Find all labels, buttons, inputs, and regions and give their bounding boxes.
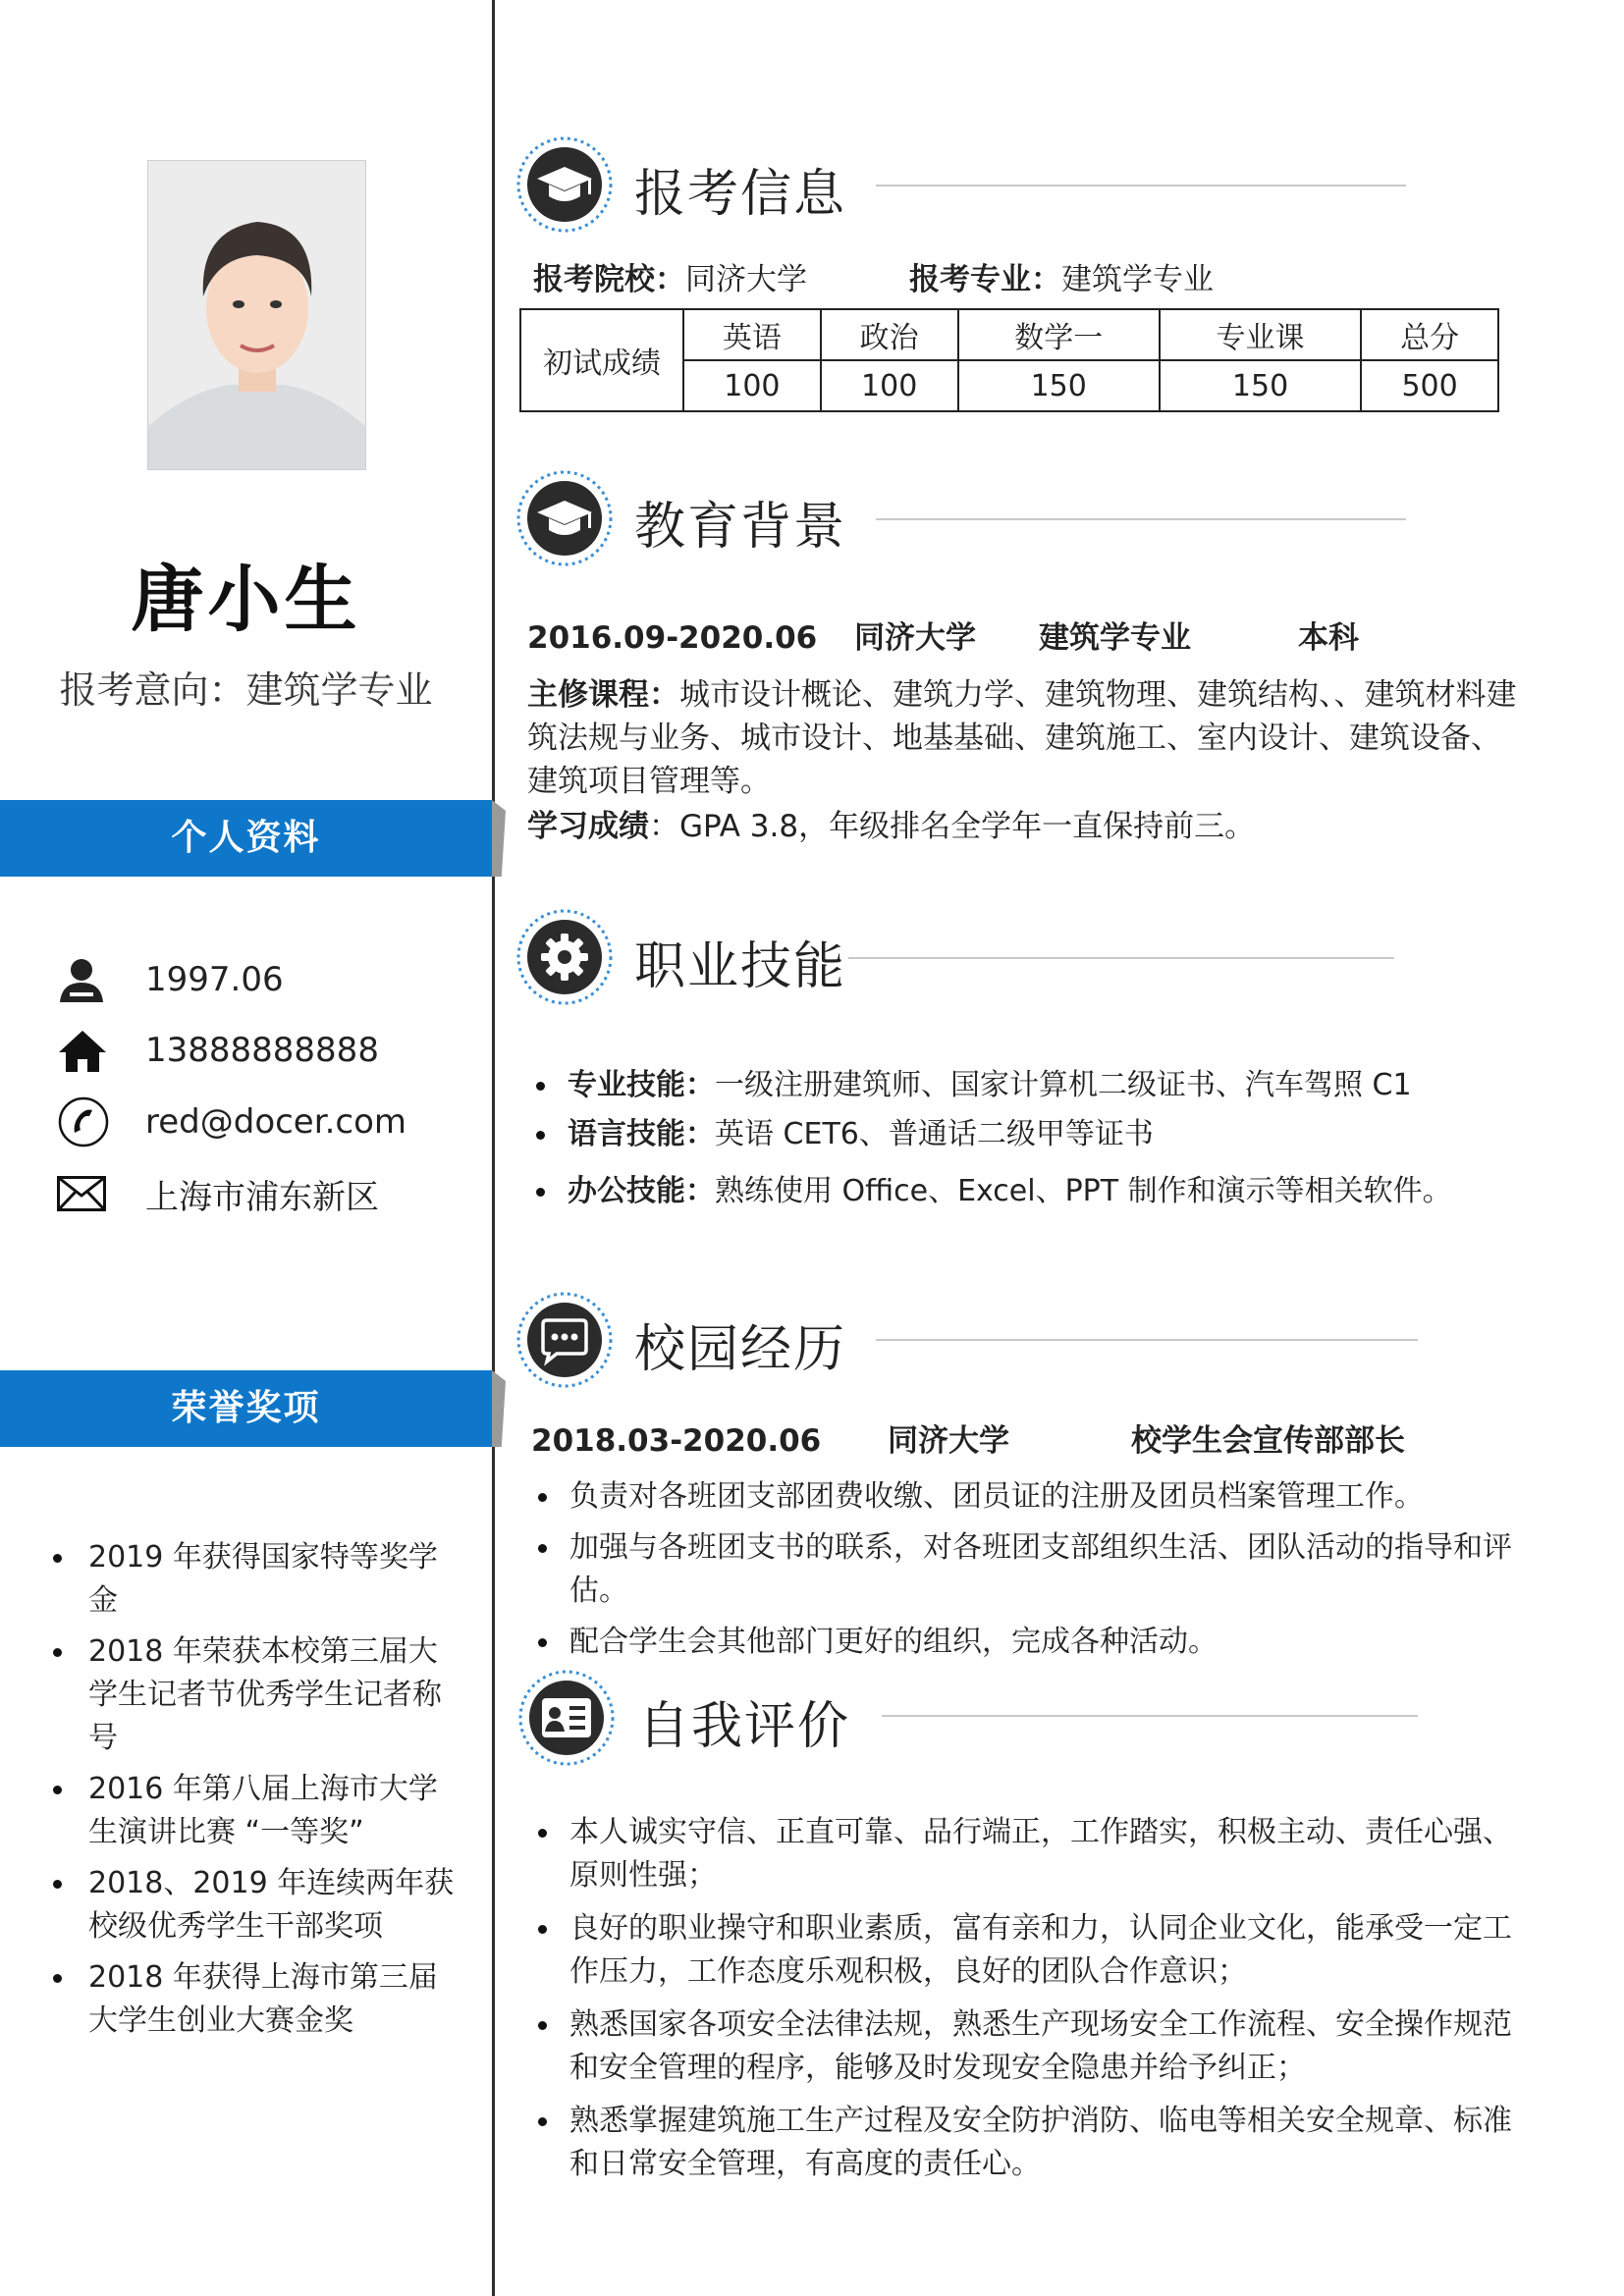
school-label: 报考院校： <box>533 262 685 297</box>
list-item: 2016 年第八届上海市大学生演讲比赛 “一等奖” <box>45 1768 458 1854</box>
section-title-campus: 校园经历 <box>634 1320 847 1379</box>
list-item: 负责对各班团支部团费收缴、团员证的注册及团员档案管理工作。 <box>528 1475 1520 1519</box>
contact-birthdate <box>57 955 284 1004</box>
gear-icon <box>515 908 614 1006</box>
email-text: red@docer.com <box>145 1102 407 1142</box>
education-major: 建筑学专业 <box>1039 620 1191 656</box>
list-item: 加强与各班团支书的联系，对各班团支部组织生活、团队活动的指导和评估。 <box>528 1526 1520 1613</box>
section-title-skills: 职业技能 <box>634 937 847 996</box>
skill-label: 办公技能： <box>568 1174 715 1208</box>
exam-major-row <box>909 258 1214 301</box>
list-item: 2018 年荣获本校第三届大学生记者节优秀学生记者称号 <box>45 1630 458 1760</box>
score-table <box>519 308 1499 412</box>
list-item: 良好的职业操守和职业素质，富有亲和力，认同企业文化，能承受一定工作压力，工作态度乐观积极，良好的团队合作意识； <box>528 1907 1532 1994</box>
education-grade <box>527 805 1255 848</box>
table-cell: 150 <box>958 360 1160 411</box>
list-item: 熟悉国家各项安全法律法规，熟悉生产现场安全工作流程、安全操作规范和安全管理的程序，能够及时发现安全隐患并给予纠正； <box>528 2003 1532 2090</box>
campus-role: 校学生会宣传部部长 <box>1131 1423 1405 1459</box>
table-cell: 150 <box>1160 360 1361 411</box>
column-divider <box>492 0 495 2296</box>
grade-label: 学习成绩 <box>527 809 649 844</box>
table-cell: 100 <box>821 360 958 411</box>
divider-line <box>848 957 1394 959</box>
list-item <box>526 1064 1518 1107</box>
campus-list <box>528 1475 1520 1664</box>
skill-label: 专业技能： <box>568 1068 715 1102</box>
list-item: 本人诚实守信、正直可靠、品行端正，工作踏实，积极主动、责任心强、原则性强； <box>528 1811 1532 1897</box>
address-text: 上海市浦东新区 <box>145 1177 379 1217</box>
exam-target-row <box>533 258 807 301</box>
personal-info-banner: 个人资料 <box>0 800 492 877</box>
divider-line <box>882 1715 1418 1717</box>
education-courses <box>527 673 1529 803</box>
divider-line <box>876 518 1406 520</box>
home-icon <box>57 1026 118 1075</box>
table-header-cell: 英语 <box>683 309 821 360</box>
education-school: 同济大学 <box>854 620 976 656</box>
contact-email <box>57 1097 406 1147</box>
campus-school: 同济大学 <box>888 1423 1009 1459</box>
major-value: 建筑学专业 <box>1061 262 1214 297</box>
divider-line <box>876 185 1406 187</box>
profile-card-icon <box>517 1669 616 1767</box>
contact-phone <box>57 1026 379 1075</box>
list-item <box>526 1170 1518 1213</box>
honors-list <box>45 1536 458 2051</box>
skill-text: 一级注册建筑师、国家计算机二级证书、汽车驾照 C1 <box>715 1068 1412 1102</box>
score-row-label: 初试成绩 <box>520 309 683 411</box>
phone-text: 13888888888 <box>145 1031 379 1070</box>
skill-label: 语言技能： <box>568 1117 715 1151</box>
list-item: 2018、2019 年连续两年获校级优秀学生干部奖项 <box>45 1862 458 1949</box>
contact-address <box>57 1169 379 1218</box>
courses-label: 主修课程： <box>527 677 679 713</box>
education-degree: 本科 <box>1298 620 1359 656</box>
list-item: 2019 年获得国家特等奖学金 <box>45 1536 458 1623</box>
table-cell: 500 <box>1361 360 1498 411</box>
table-header-cell: 政治 <box>821 309 958 360</box>
banner-tail <box>492 1370 506 1447</box>
person-icon <box>57 955 118 1004</box>
list-item: 配合学生会其他部门更好的组织，完成各种活动。 <box>528 1621 1520 1664</box>
divider-line <box>876 1339 1418 1341</box>
table-header-cell: 总分 <box>1361 309 1498 360</box>
mail-icon <box>57 1169 118 1218</box>
self-evaluation-list <box>528 1811 1532 2186</box>
table-header-cell: 专业课 <box>1160 309 1361 360</box>
skill-text: 英语 CET6、普通话二级甲等证书 <box>715 1117 1154 1151</box>
candidate-name: 唐小生 <box>131 558 361 642</box>
banner-tail <box>492 800 506 877</box>
table-header-cell: 数学一 <box>958 309 1160 360</box>
phone-icon <box>57 1097 118 1147</box>
table-cell: 100 <box>683 360 821 411</box>
list-item: 熟悉掌握建筑施工生产过程及安全防护消防、临电等相关安全规章、标准和日常安全管理，有高度的责任心。 <box>528 2100 1532 2186</box>
grade-text: ：GPA 3.8，年级排名全学年一直保持前三。 <box>649 809 1256 844</box>
application-intent: 报考意向：建筑学专业 <box>59 668 433 712</box>
courses-text: 城市设计概论、建筑力学、建筑物理、建筑结构、、建筑材料建筑法规与业务、城市设计、地基基础、建筑施工、室内设计、建筑设备、建筑项目管理等。 <box>527 677 1517 799</box>
skill-text: 熟练使用 Office、Excel、PPT 制作和演示等相关软件。 <box>715 1174 1452 1208</box>
school-value: 同济大学 <box>685 262 807 297</box>
list-item <box>526 1113 1518 1156</box>
honors-banner: 荣誉奖项 <box>0 1370 492 1447</box>
campus-period: 2018.03-2020.06 <box>531 1423 822 1459</box>
skills-list <box>526 1064 1518 1213</box>
education-period: 2016.09-2020.06 <box>527 620 818 656</box>
section-title-exam: 报考信息 <box>634 165 847 224</box>
graduation-cap-icon <box>515 135 614 234</box>
profile-photo <box>147 160 366 470</box>
section-title-self: 自我评价 <box>638 1697 851 1756</box>
chat-icon <box>515 1291 614 1389</box>
major-label: 报考专业： <box>909 262 1061 297</box>
list-item: 2018 年获得上海市第三届大学生创业大赛金奖 <box>45 1956 458 2043</box>
section-title-education: 教育背景 <box>634 498 847 557</box>
graduation-cap-icon <box>515 469 614 567</box>
birthdate-text: 1997.06 <box>145 960 284 999</box>
